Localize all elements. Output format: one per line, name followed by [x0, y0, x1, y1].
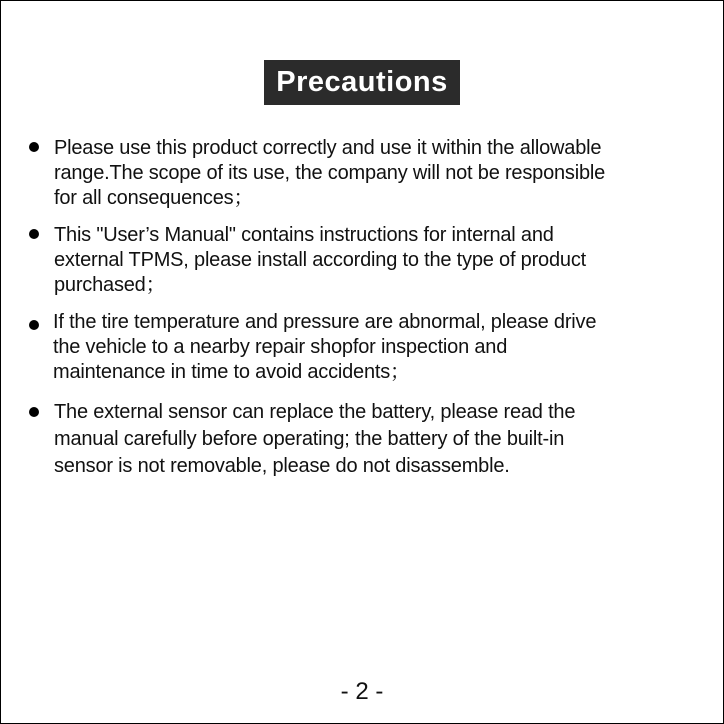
- bullet-icon: [29, 142, 39, 152]
- bullet-icon: [29, 320, 39, 330]
- precaution-text: The external sensor can replace the battery, please read the manual carefully before operating; the battery of the built-in sensor is not removable, please do not disassemble.: [54, 401, 576, 477]
- bullet-icon: [29, 407, 39, 417]
- page-title: Precautions: [264, 60, 460, 105]
- precaution-text: This "User’s Manual" contains instructions for internal and external TPMS, please install according to the type of product purchased；: [54, 224, 586, 296]
- title-container: [1, 60, 723, 105]
- bullet-icon: [29, 229, 39, 239]
- page-number: - 2 -: [340, 678, 384, 705]
- precaution-text: Please use this product correctly and use it within the allowable range.The scope of its use, the company will not be responsible for all consequences；: [54, 137, 606, 209]
- precaution-text: If the tire temperature and pressure are abnormal, please drive the vehicle to a nearby repair shopfor inspection and maintenance in time to avoid accidents；: [53, 311, 597, 383]
